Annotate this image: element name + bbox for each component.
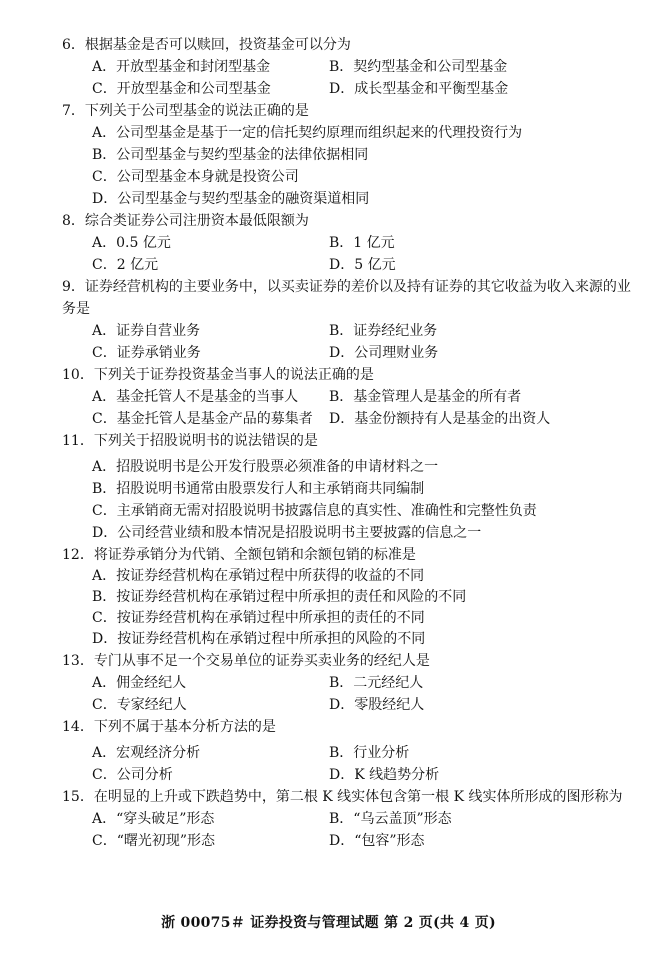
option-d: D．5 亿元 — [329, 257, 396, 273]
option-b: B．契约型基金和公司型基金 — [329, 59, 508, 75]
option-d: D．K 线趋势分析 — [329, 767, 440, 783]
option-b: B．二元经纪人 — [329, 675, 424, 691]
option-c: C．按证券经营机构在承销过程中所承担的责任的不同 — [92, 610, 425, 626]
question-11 — [0, 430, 657, 544]
option-row — [0, 742, 657, 764]
question-stem — [0, 276, 657, 320]
option-c: C．2 亿元 — [92, 257, 159, 273]
question-14 — [0, 716, 657, 786]
option-row — [0, 386, 657, 408]
option-d: D．基金份额持有人是基金的出资人 — [329, 411, 551, 427]
option-a: A．按证券经营机构在承销过程中所获得的收益的不同 — [92, 568, 425, 584]
option-d: D．按证券经营机构在承销过程中所承担的风险的不同 — [92, 631, 426, 647]
option-row — [0, 166, 657, 188]
question-number: 11． — [62, 433, 94, 449]
option-b: B．招股说明书通常由股票发行人和主承销商共同编制 — [92, 481, 425, 497]
question-6 — [0, 34, 657, 100]
option-row — [0, 320, 657, 342]
question-number: 10． — [62, 367, 94, 383]
question-number: 8． — [62, 213, 85, 229]
question-9 — [0, 276, 657, 364]
option-row — [0, 188, 657, 210]
question-stem — [0, 34, 657, 56]
option-row — [0, 342, 657, 364]
option-row — [0, 694, 657, 716]
question-stem — [0, 430, 657, 452]
option-c: C．证券承销业务 — [92, 345, 201, 361]
question-number: 15． — [62, 789, 94, 805]
question-15 — [0, 786, 657, 852]
option-a: A．开放型基金和封闭型基金 — [92, 59, 271, 75]
question-number: 6． — [62, 37, 85, 53]
option-c: C．专家经纪人 — [92, 697, 187, 713]
question-number: 7． — [62, 103, 85, 119]
question-text: 下列不属于基本分析方法的是 — [93, 719, 276, 735]
option-c: C．“曙光初现”形态 — [92, 833, 216, 849]
option-a: A．招股说明书是公开发行股票必须准备的申请材料之一 — [92, 459, 439, 475]
option-a: A．0.5 亿元 — [92, 235, 171, 251]
option-d: D．零股经纪人 — [329, 697, 425, 713]
option-d: D．公司经营业绩和股本情况是招股说明书主要披露的信息之一 — [92, 525, 482, 541]
option-row — [0, 830, 657, 852]
question-list — [0, 34, 657, 852]
question-stem — [0, 716, 657, 738]
option-d: D．公司型基金与契约型基金的融资渠道相同 — [92, 191, 370, 207]
option-c: C．主承销商无需对招股说明书披露信息的真实性、准确性和完整性负责 — [92, 503, 537, 519]
option-row — [0, 672, 657, 694]
option-b: B．按证券经营机构在承销过程中所承担的责任和风险的不同 — [92, 589, 467, 605]
question-12 — [0, 544, 657, 650]
option-row — [0, 456, 657, 478]
option-row — [0, 408, 657, 430]
option-row — [0, 764, 657, 786]
question-text: 根据基金是否可以赎回，投资基金可以分为 — [84, 37, 351, 53]
option-row — [0, 587, 657, 608]
question-text: 综合类证券公司注册资本最低限额为 — [84, 213, 309, 229]
option-d: D．“包容”形态 — [329, 833, 425, 849]
page-footer: 浙 00075＃ 证券投资与管理试题 第 2 页(共 4 页) — [161, 915, 496, 931]
option-row — [0, 254, 657, 276]
option-b: B．基金管理人是基金的所有者 — [329, 389, 522, 405]
option-row — [0, 629, 657, 650]
question-number: 14． — [62, 719, 94, 735]
option-a: A．“穿头破足”形态 — [92, 811, 215, 827]
option-c: C．公司型基金本身就是投资公司 — [92, 169, 299, 185]
option-a: A．宏观经济分析 — [92, 745, 201, 761]
option-row — [0, 144, 657, 166]
option-b: B．行业分析 — [329, 745, 410, 761]
question-text: 在明显的上升或下跌趋势中，第二根 K 线实体包含第一根 K 线实体所形成的图形称为 — [93, 789, 623, 805]
question-7 — [0, 100, 657, 210]
option-row — [0, 566, 657, 587]
option-b: B．“乌云盖顶”形态 — [329, 811, 452, 827]
question-13 — [0, 650, 657, 716]
question-text: 将证券承销分为代销、全额包销和余额包销的标准是 — [93, 547, 416, 563]
option-c: C．公司分析 — [92, 767, 173, 783]
option-row — [0, 56, 657, 78]
option-row — [0, 122, 657, 144]
question-10 — [0, 364, 657, 430]
question-stem — [0, 786, 657, 808]
question-stem — [0, 364, 657, 386]
question-8 — [0, 210, 657, 276]
question-text: 下列关于招股说明书的说法错误的是 — [93, 433, 318, 449]
option-row — [0, 500, 657, 522]
option-b: B．证券经纪业务 — [329, 323, 438, 339]
option-a: A．基金托管人不是基金的当事人 — [92, 389, 299, 405]
question-stem — [0, 650, 657, 672]
question-number: 9． — [62, 279, 85, 295]
option-a: A．证券自营业务 — [92, 323, 201, 339]
option-a: A．佣金经纪人 — [92, 675, 187, 691]
option-row — [0, 78, 657, 100]
option-row — [0, 522, 657, 544]
option-row — [0, 608, 657, 629]
question-text: 证券经营机构的主要业务中，以买卖证券的差价以及持有证券的其它收益为收入来源的业务是 — [62, 279, 631, 317]
question-text: 下列关于公司型基金的说法正确的是 — [84, 103, 309, 119]
question-stem — [0, 210, 657, 232]
question-number: 12． — [62, 547, 94, 563]
question-text: 下列关于证券投资基金当事人的说法正确的是 — [93, 367, 374, 383]
option-c: C．基金托管人是基金产品的募集者 — [92, 411, 313, 427]
question-stem — [0, 544, 657, 566]
question-number: 13． — [62, 653, 94, 669]
option-row — [0, 232, 657, 254]
option-row — [0, 478, 657, 500]
option-d: D．成长型基金和平衡型基金 — [329, 81, 509, 97]
option-c: C．开放型基金和公司型基金 — [92, 81, 271, 97]
option-b: B．1 亿元 — [329, 235, 395, 251]
option-row — [0, 808, 657, 830]
option-b: B．公司型基金与契约型基金的法律依据相同 — [92, 147, 369, 163]
question-stem — [0, 100, 657, 122]
option-a: A．公司型基金是基于一定的信托契约原理而组织起来的代理投资行为 — [92, 125, 523, 141]
option-d: D．公司理财业务 — [329, 345, 439, 361]
question-text: 专门从事不足一个交易单位的证券买卖业务的经纪人是 — [93, 653, 430, 669]
